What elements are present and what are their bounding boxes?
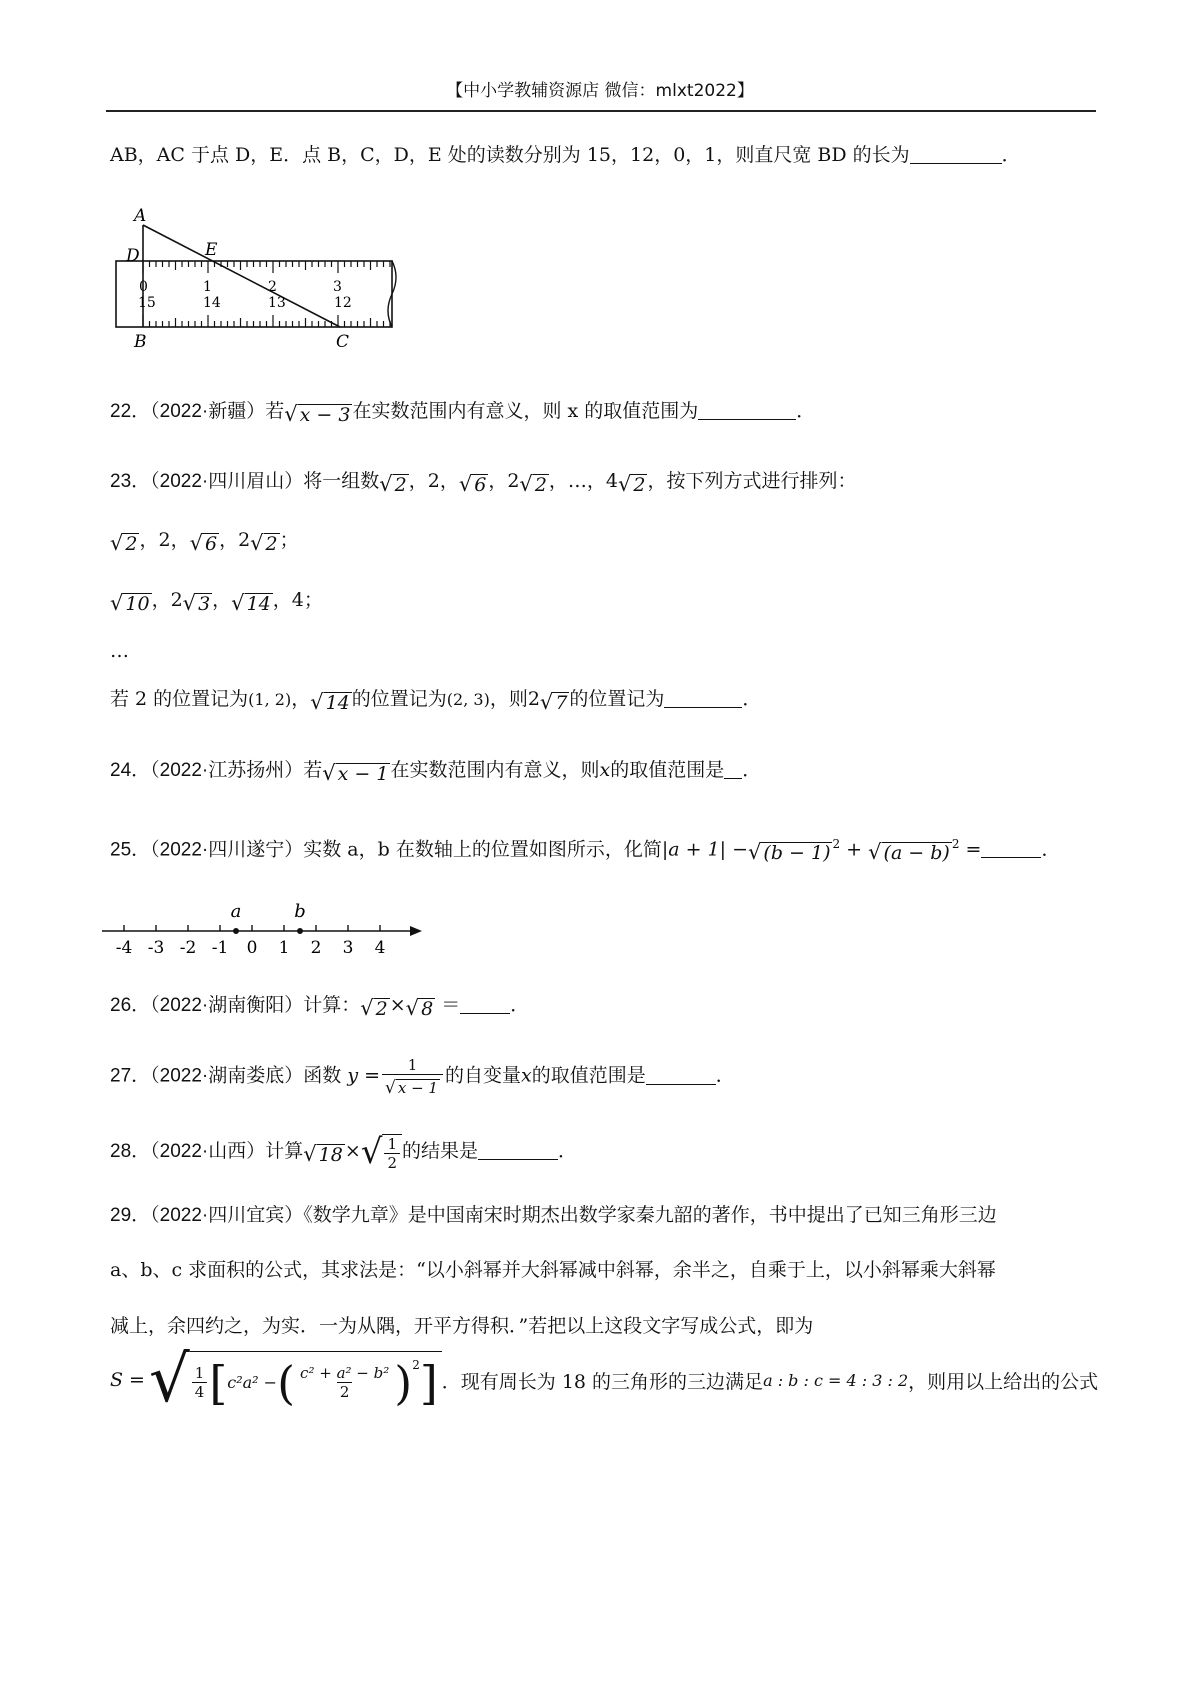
ruler-body (116, 261, 392, 327)
q28-text-1: 计算 (265, 1140, 304, 1162)
q23-answer-blank (664, 687, 742, 708)
number-line-tick-label: 3 (342, 938, 354, 958)
q29-inner-den: 2 (337, 1382, 353, 1401)
number-line-point-a (233, 928, 239, 934)
q23-question: 若 2 的位置记为(1, 2)， √ 14 的位置记为(2, 3)，则2 √ 7 的位置记为 ． (110, 688, 762, 714)
sqrt-2: √ 2 (379, 472, 407, 496)
q21-text-a: AB，AC 于点 D，E．点 B，C，D，E 处的读数分别为 15，12，0，1，则直尺宽 BD 的长为 (110, 144, 910, 166)
q24-radicand: x − 1 (337, 763, 389, 785)
q28-sqrt-half: √ $\frac{1}{2}$ (361, 1132, 402, 1172)
label-e: E (205, 240, 218, 260)
q22-text-1: 若 (265, 400, 285, 422)
q28-fraction (384, 1135, 400, 1172)
q25-expr-abs: |a + 1| − (661, 838, 749, 861)
top-scale-1: 1 (203, 279, 212, 295)
q23-number: 23． (110, 471, 151, 492)
number-line-tick-label: 0 (246, 938, 258, 958)
ruler-top-scale (139, 279, 342, 295)
q24-text-4: 的取值范围是 (610, 759, 725, 781)
number-line-tick-label: -4 (115, 938, 133, 958)
q27-end: ． (715, 1064, 735, 1087)
sqrt-7: √ 7 (539, 690, 568, 714)
q27 (110, 1056, 735, 1097)
q23-text-1: 将一组数 (303, 470, 380, 492)
top-scale-3: 3 (333, 279, 342, 295)
sqrt-14: √ 14 (310, 690, 350, 714)
q23-ellipsis: … (110, 640, 129, 662)
q27-y-equals: y = (347, 1064, 381, 1087)
q22-radicand: x − 3 (299, 404, 351, 426)
q28 (110, 1132, 577, 1172)
sqrt-8: √ 8 (405, 996, 434, 1020)
q26 (110, 990, 529, 1021)
label-b: B (134, 332, 147, 352)
q22-end: ． (796, 400, 816, 422)
sqrt-2: √ 2 (618, 472, 646, 496)
q29-number: 29． (110, 1205, 151, 1226)
bottom-scale-12: 12 (334, 295, 352, 311)
q23-seq-1: ，2， (408, 470, 459, 492)
q26-source: （2022·湖南衡阳） (150, 995, 304, 1016)
number-line (100, 895, 430, 965)
q22-answer-blank (698, 399, 796, 420)
q23-row1-sep: ，2， (139, 529, 190, 551)
q28-source: （2022·山西） (150, 1141, 266, 1162)
q27-radicand: x − 1 (397, 1079, 438, 1097)
q26-answer-blank (460, 993, 510, 1014)
q25-answer-blank (981, 837, 1041, 858)
q26-end: ． (510, 994, 530, 1016)
q24-text-1: 若 (303, 759, 323, 781)
q25-sqrt-1: √ (b − 1) (748, 840, 831, 865)
q23-text-2: ，按下列方式进行排列： (647, 470, 857, 492)
q29-quarter-num: 1 (194, 1364, 205, 1382)
q25-radicand-1: (b − 1) (763, 842, 831, 865)
number-line-tick-label: -3 (147, 938, 165, 958)
bottom-scale-14: 14 (203, 295, 221, 311)
q21-answer-blank (910, 143, 1002, 164)
number-line-point-label-b: b (294, 901, 306, 922)
q28-end: ． (558, 1140, 578, 1162)
q21-end: ． (1001, 144, 1021, 166)
q27-text-2: 的自变量 (444, 1064, 521, 1087)
number-line-tick-label: 1 (278, 938, 290, 958)
q24-end: ． (742, 759, 762, 781)
q25-text-1: 实数 a，b 在数轴上的位置如图所示，化简 (303, 838, 662, 861)
q23-cond-b: 的位置记为 (351, 688, 447, 710)
q24-var-x: x (599, 759, 611, 781)
q25-source: （2022·四川遂宁） (150, 839, 304, 861)
number-line-arrow (410, 926, 422, 936)
page-header: 【中小学教辅资源店 微信：mlxt2022】 (446, 81, 754, 101)
sqrt-18: √ 18 (303, 1142, 343, 1166)
q23-seq-3: ，…，4 (548, 470, 618, 492)
q26-equals: ＝ (441, 994, 461, 1016)
ruler-bottom-scale (138, 295, 352, 311)
q27-text-4: 的取值范围是 (531, 1064, 646, 1087)
q27-frac-num: 1 (407, 1056, 418, 1074)
q21-text (110, 140, 1021, 170)
sqrt-14: √ 14 (231, 591, 271, 615)
q25-plus: + (846, 838, 863, 861)
number-line-point-label-a: a (230, 901, 242, 922)
q28-frac-num: 1 (387, 1135, 397, 1153)
q26-times: × (389, 994, 406, 1016)
q27-text-1: 函数 (303, 1064, 342, 1087)
label-d: D (126, 246, 140, 266)
q23 (110, 466, 857, 497)
number-line-tick-label: -2 (179, 938, 197, 958)
sqrt-2: √ 2 (519, 472, 547, 496)
q22-number: 22． (110, 401, 151, 422)
sqrt-2: √ 2 (360, 996, 388, 1020)
q29-text-1: 《数学九章》是中国南宋时期杰出数学家秦九韶的著作，书中提出了已知三角形三边 (303, 1204, 997, 1226)
q22 (110, 396, 815, 427)
number-line-tick-label: 2 (310, 938, 322, 958)
q23-source: （2022·四川眉山） (150, 471, 304, 492)
q29-formula-radical: √ (148, 1343, 190, 1417)
q23-cond-d: 的位置记为 (569, 688, 665, 710)
q27-frac-den: √ x − 1 (382, 1074, 443, 1097)
sqrt-6: √ 6 (458, 472, 487, 496)
sqrt-2: √ 2 (110, 531, 138, 555)
bottom-scale-15: 15 (138, 295, 156, 311)
q26-text-1: 计算： (303, 994, 361, 1016)
number-line-point-b (297, 928, 303, 934)
top-scale-0: 0 (139, 279, 148, 295)
q29-formula-s: S = (110, 1369, 145, 1391)
q25-number: 25． (110, 839, 151, 861)
q24-source: （2022·江苏扬州） (150, 760, 304, 781)
q29-text-4b: ，则用以上给出的公式 (908, 1370, 1099, 1393)
q23-pos-2: (2, 3) (446, 690, 490, 709)
q29-inner-fraction (297, 1364, 392, 1401)
q27-answer-blank (646, 1064, 716, 1085)
q29-c2a2: c²a² − (227, 1373, 278, 1392)
sqrt-3: √ 3 (182, 591, 211, 615)
q25-sqrt-2: √ (a − b) (868, 840, 950, 865)
ruler-figure (110, 205, 410, 355)
q24 (110, 755, 761, 786)
q22-source: （2022·新疆） (150, 401, 266, 422)
q29-line-4 (110, 1335, 1098, 1425)
q27-source: （2022·湖南娄底） (150, 1065, 304, 1087)
q29-formula-radicand: $\frac{1}{4}$ [ c²a² − ( $\frac{\text{c² + a² − b²}}{2}$ ) $^2$ ] (190, 1351, 442, 1408)
q24-text-2: 在实数范围内有意义，则 (390, 759, 600, 781)
q27-number: 27． (110, 1065, 151, 1087)
q29-line-2: a、b、c 求面积的公式，其求法是：“以小斜幂并大斜幂减中斜幂，余半之，自乘于上，以小斜幂乘大斜幂 (110, 1259, 996, 1281)
q23-pos-1: (1, 2) (248, 690, 292, 709)
q24-sqrt: √ x − 1 (322, 761, 389, 785)
q26-number: 26． (110, 995, 151, 1016)
sqrt-2: √ 2 (250, 531, 278, 555)
q24-answer-blank (724, 758, 742, 779)
q22-text-2: 在实数范围内有意义，则 x 的取值范围为 (352, 400, 699, 422)
q25-equals: = (965, 838, 982, 861)
triangle-side-ac (143, 225, 340, 327)
q28-times: × (344, 1140, 361, 1162)
q29-line-3: 减上，余四约之，为实．一为从隅，开平方得积．”若把以上这段文字写成公式，即为 (110, 1315, 814, 1337)
q29-ratio: a : b : c = 4 : 3 : 2 (763, 1370, 909, 1390)
q28-text-2: 的结果是 (401, 1140, 478, 1162)
q23-row-1: √ 2 ，2， √ 6 ，2 √ 2 ； (110, 529, 299, 555)
q22-sqrt: √ x − 3 (284, 402, 351, 426)
q28-number: 28． (110, 1141, 151, 1162)
q23-end: ． (742, 688, 762, 710)
q29-quarter-den: 4 (192, 1382, 208, 1401)
q25-end: ． (1041, 838, 1061, 861)
q28-frac-den: 2 (384, 1153, 400, 1172)
q23-row1-end: ； (279, 529, 299, 551)
q24-number: 24． (110, 760, 151, 781)
number-line-tick-label: -1 (211, 938, 229, 958)
q29-quarter (192, 1364, 208, 1401)
sqrt-10: √ 10 (110, 591, 150, 615)
q25-radicand-2: (a − b) (883, 842, 950, 865)
q23-seq-2: ，2 (488, 470, 520, 492)
q23-cond-a: 若 2 的位置记为 (110, 688, 249, 710)
q23-row-2: √ 10 ，2 √ 3 ， √ 14 ，4； (110, 589, 323, 615)
q29-line-1 (110, 1200, 997, 1231)
number-line-tick-label: 4 (374, 938, 386, 958)
q23-cond-c: ，则 (489, 688, 528, 710)
q28-answer-blank (478, 1139, 558, 1160)
label-c: C (336, 332, 350, 352)
top-scale-2: 2 (268, 279, 277, 295)
label-a: A (134, 206, 147, 226)
sqrt-6: √ 6 (189, 531, 218, 555)
q29-text-4a: ．现有周长为 18 的三角形的三边满足 (441, 1370, 764, 1393)
q25: 25．（2022·四川遂宁）实数 a，b 在数轴上的位置如图所示，化简|a + 1| − √ (b − 1) $^2$ + √ (a − b) $^2$ = ． (110, 837, 1061, 865)
q29-source: （2022·四川宜宾） (150, 1205, 304, 1226)
q23-row2-end: ，4； (272, 589, 323, 611)
q27-fraction (382, 1056, 443, 1097)
q27-var-x: x (520, 1064, 532, 1087)
bottom-scale-13: 13 (268, 295, 286, 311)
ruler-ticks (143, 261, 390, 327)
q29-inner-num: c² + a² − b² (300, 1364, 390, 1382)
header-rule (106, 110, 1096, 112)
